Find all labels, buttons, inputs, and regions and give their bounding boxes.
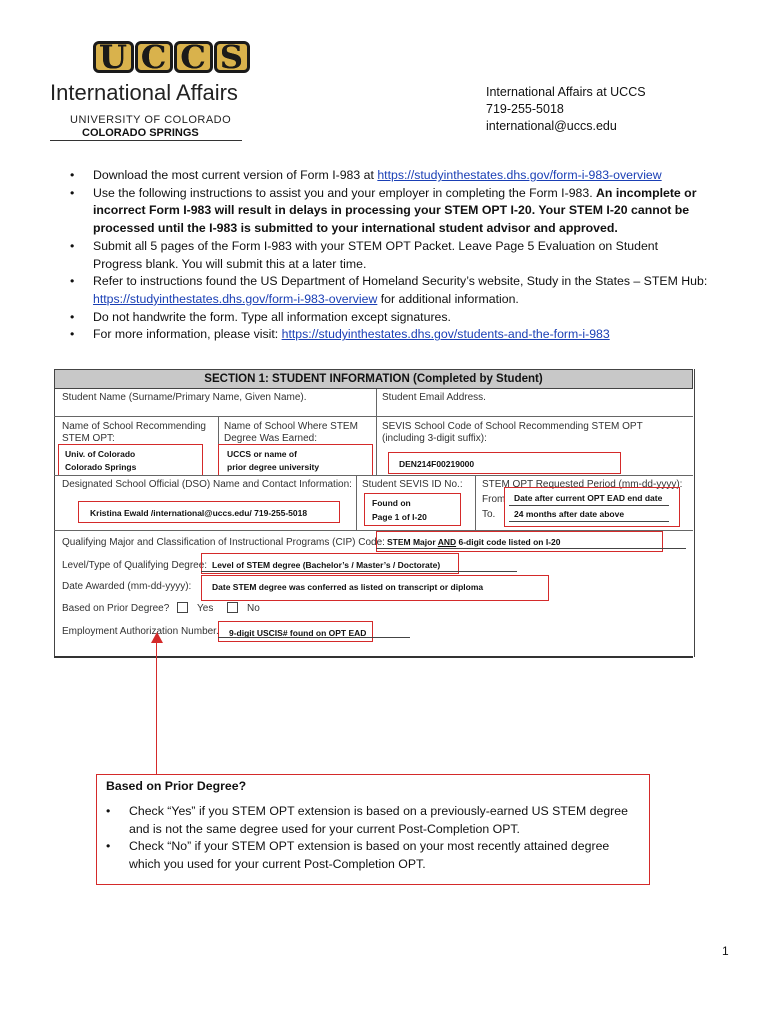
campus-name: COLORADO SPRINGS xyxy=(82,127,199,139)
row-divider xyxy=(54,475,693,476)
page-number: 1 xyxy=(722,944,729,958)
list-item xyxy=(70,326,710,344)
row-divider xyxy=(54,416,693,417)
date-awarded-label: Date Awarded (mm-dd-yyyy): xyxy=(62,581,192,592)
field-value: Level of STEM degree (Bachelor’s / Master’s / Doctorate) xyxy=(212,560,441,570)
logo-letter: U xyxy=(93,41,134,73)
student-email-label: Student Email Address. xyxy=(382,392,486,403)
opt-period-field[interactable] xyxy=(504,487,680,527)
student-name-label: Student Name (Surname/Primary Name, Given Name). xyxy=(62,392,307,403)
section-bottom xyxy=(54,656,693,658)
logo-letter: C xyxy=(174,41,212,73)
prior-degree-label: Based on Prior Degree? xyxy=(62,603,170,614)
logo-divider xyxy=(50,140,242,141)
sevis-school-code-field[interactable] xyxy=(388,452,621,474)
dso-label: Designated School Official (DSO) Name and Contact Information: xyxy=(62,479,352,490)
field-value: Colorado Springs xyxy=(65,462,137,472)
contact-block xyxy=(486,84,646,135)
field-value: UCCS or name of xyxy=(227,449,297,459)
field-value: DEN214F00219000 xyxy=(399,459,475,469)
contact-phone: 719-255-5018 xyxy=(486,102,564,116)
degree-level-label: Level/Type of Qualifying Degree: xyxy=(62,560,208,571)
from-date-value: Date after current OPT EAD end date xyxy=(514,493,663,503)
school-recommending-field[interactable] xyxy=(58,444,203,476)
warning-text: An incomplete or incorrect Form I-983 will result in delays in processing your STEM OPT I-20. Your STEM I-20 cannot be processed until the I-983 is submitted to your international student advisor and approved. xyxy=(93,185,697,236)
list-item xyxy=(70,238,710,273)
instruction-text: For more information, please visit: xyxy=(93,327,282,342)
org-name: International Affairs xyxy=(50,80,238,105)
field-value: Date STEM degree was conferred as listed on transcript or diploma xyxy=(212,582,484,592)
cip-underline xyxy=(376,548,686,549)
school-degree-label: Name of School Where STEM Degree Was Earned: xyxy=(224,421,358,444)
field-value: Univ. of Colorado xyxy=(65,449,136,459)
cip-text: 6-digit code listed on I-20 xyxy=(456,537,561,547)
instruction-text: Refer to instructions found the US Department of Homeland Security’s website, Study in the States – STEM Hub: xyxy=(93,274,708,289)
divider xyxy=(475,475,476,530)
form-overview-link[interactable]: https://studyinthestates.dhs.gov/form-i-983-overview xyxy=(377,168,662,182)
divider xyxy=(376,416,377,475)
instruction-text: Do not handwrite the form. Type all information except signatures. xyxy=(93,309,451,324)
contact-email: international@uccs.edu xyxy=(486,119,617,133)
to-date-value: 24 months after date above xyxy=(514,509,625,519)
instruction-text: for additional information. xyxy=(377,291,519,306)
cip-label: Qualifying Major and Classification of Instructional Programs (CIP) Code: xyxy=(62,537,385,548)
field-value: 9-digit USCIS# found on OPT EAD xyxy=(229,628,367,638)
field-value xyxy=(387,536,561,548)
ead-underline xyxy=(218,637,410,638)
school-recommending-label: Name of School Recommending STEM OPT: xyxy=(62,421,206,444)
sevis-id-label: Student SEVIS ID No.: xyxy=(362,479,463,490)
divider xyxy=(356,475,357,530)
instruction-list xyxy=(70,167,710,344)
field-underline xyxy=(509,521,669,522)
cip-text: AND xyxy=(437,537,457,547)
university-name: UNIVERSITY OF COLORADO xyxy=(70,114,232,126)
arrow-up-icon xyxy=(151,632,163,643)
instruction-text: Submit all 5 pages of the Form I-983 with your STEM OPT Packet. Leave Page 5 Evaluation on Student Progress blank. You will submit this at a later time. xyxy=(93,238,659,271)
contact-name: International Affairs at UCCS xyxy=(486,85,646,99)
field-value: Kristina Ewald /international@uccs.edu/ 719-255-5018 xyxy=(90,508,308,518)
uccs-logo xyxy=(93,40,251,74)
list-item: • Check “No” if your STEM OPT extension is based on your most recently attained degree which you used for your current Post-Completion OPT. xyxy=(106,838,636,873)
sevis-school-code-label: SEVIS School Code of School Recommending STEM OPT (including 3-digit suffix): xyxy=(382,421,643,444)
opt-period-label: STEM OPT Requested Period (mm-dd-yyyy): xyxy=(482,479,683,490)
stem-hub-link[interactable]: https://studyinthestates.dhs.gov/form-i-983-overview xyxy=(93,291,378,306)
students-form-link[interactable]: https://studyinthestates.dhs.gov/students-and-the-form-i-983 xyxy=(281,327,610,342)
list-item: • Check “Yes” if you STEM OPT extension is based on a previously-earned US STEM degree and is not the same degree used for your current Post-Completion OPT. xyxy=(106,803,636,838)
list-item xyxy=(70,273,710,308)
cip-text: STEM Major xyxy=(387,537,438,547)
callout-title: Based on Prior Degree? xyxy=(106,779,247,793)
field-value: prior degree university xyxy=(227,462,320,472)
to-label: To. xyxy=(482,509,496,520)
logo-letter: S xyxy=(214,41,250,73)
school-degree-field[interactable] xyxy=(218,444,373,476)
prior-degree-no-checkbox[interactable] xyxy=(227,602,238,613)
yes-label: Yes xyxy=(197,603,214,614)
date-awarded-field[interactable] xyxy=(201,575,549,601)
level-underline xyxy=(201,571,517,572)
ead-number-label: Employment Authorization Number. xyxy=(62,626,219,637)
section-title: SECTION 1: STUDENT INFORMATION (Completed by Student) xyxy=(54,369,693,389)
no-label: No xyxy=(247,603,260,614)
sevis-id-field[interactable] xyxy=(364,493,461,526)
prior-degree-yes-checkbox[interactable] xyxy=(177,602,188,613)
list-item xyxy=(70,185,710,238)
field-underline xyxy=(509,505,669,506)
field-value: Page 1 of I-20 xyxy=(372,512,427,522)
callout-list xyxy=(106,803,636,874)
ead-number-field[interactable] xyxy=(218,621,373,642)
dso-field[interactable] xyxy=(78,501,340,523)
field-value: Found on xyxy=(372,498,411,508)
instruction-text: Download the most current version of Form I-983 at xyxy=(93,168,378,182)
from-label: From xyxy=(482,494,506,505)
list-item xyxy=(70,167,710,185)
instruction-text: Use the following instructions to assist you and your employer in completing the Form I-983. xyxy=(93,185,597,200)
list-item xyxy=(70,309,710,327)
divider xyxy=(376,389,377,416)
logo-letter: C xyxy=(135,41,173,73)
arrow-line xyxy=(156,642,157,774)
